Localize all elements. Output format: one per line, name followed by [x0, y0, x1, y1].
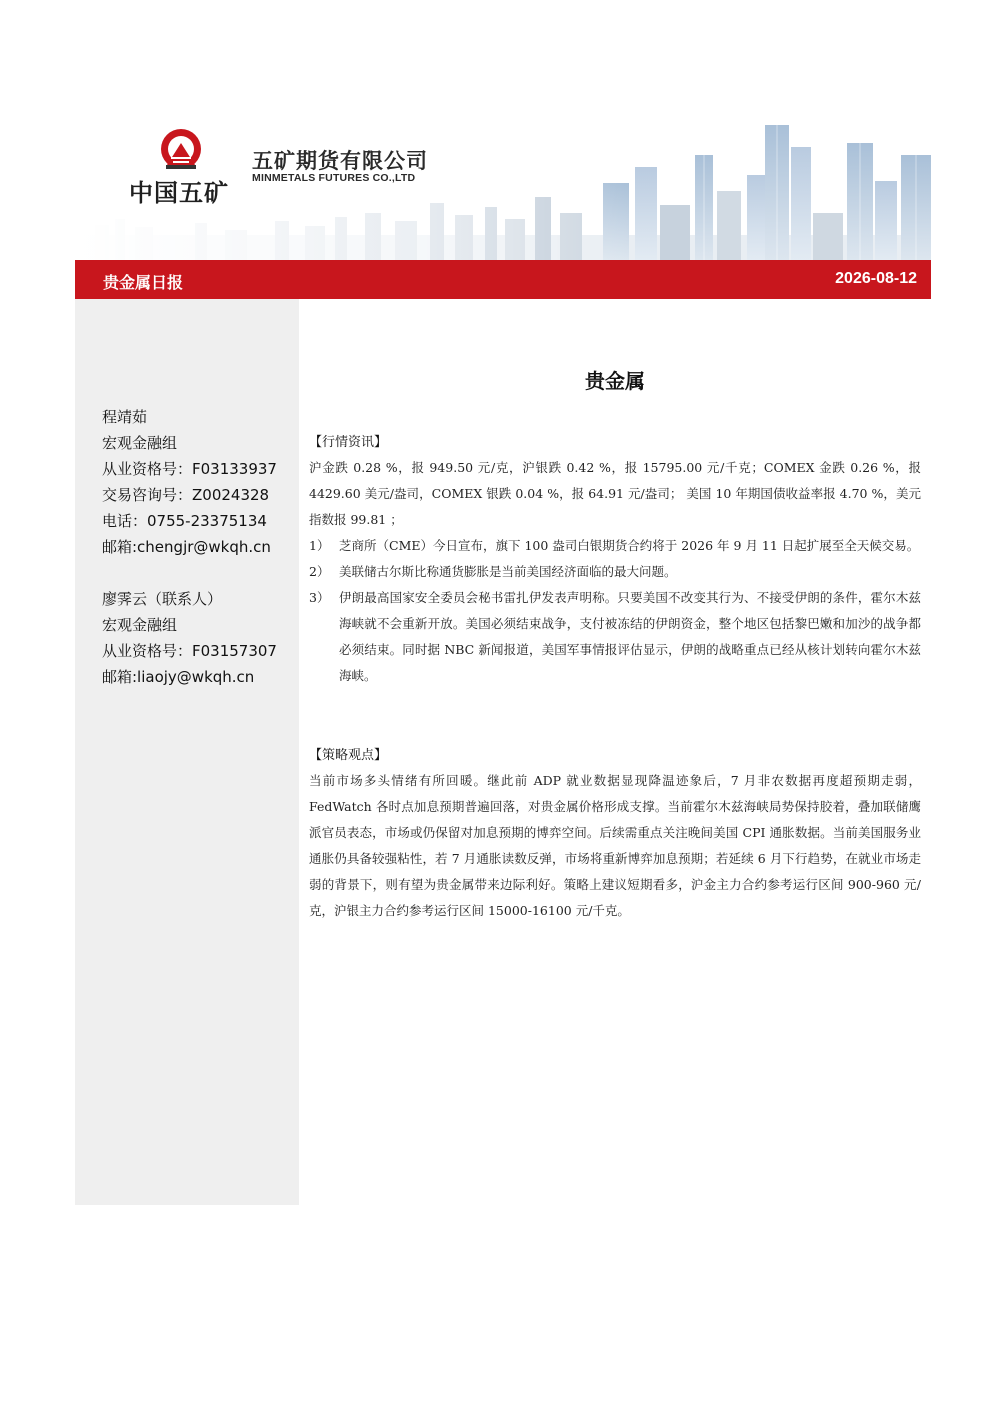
analyst-phone: 电话：0755-23375134 [102, 512, 267, 530]
analyst-email: 邮箱:chengjr@wkqh.cn [102, 538, 271, 556]
news-item-text: 美联储古尔斯比称通货膨胀是当前美国经济面临的最大问题。 [339, 564, 677, 579]
strategy-heading: 【策略观点】 [309, 748, 388, 763]
sidebar [75, 299, 299, 1205]
report-banner [75, 260, 931, 299]
news-item-number: 3） [309, 590, 330, 605]
report-date: 2026-08-12 [835, 270, 917, 287]
contact-person-license: 从业资格号：F03157307 [102, 642, 277, 660]
news-item-number: 2） [309, 564, 330, 579]
news-item [309, 533, 921, 559]
news-item [309, 585, 921, 689]
news-item [309, 559, 921, 585]
news-list [309, 533, 921, 689]
analyst-consult-license: 交易咨询号：Z0024328 [102, 486, 270, 504]
strategy-paragraph: 当前市场多头情绪有所回暖。继此前 ADP 就业数据显现降温迹象后，7 月非农数据再度超预期走弱，FedWatch 各时点加息预期普遍回落，对贵金属价格形成支撑。当前霍尔木兹海峡局势保持胶着，叠加联储鹰派官员表态，市场或仍保留对加息预期的博弈空间。后续需重点关注晚间美国 CPI 通胀数据。当前美国服务业通胀仍具备较强粘性，若 7 月通胀读数反弹，市场将重新博弈加息预期；若延续 6 月下行趋势，在就业市场走弱的背景下，则有望为贵金属带来边际利好。策略上建议短期看多，沪金主力合约参考运行区间 900-960 元/克，沪银主力合约参考运行区间 15000-16100 元/千克。 [309, 773, 921, 918]
header [75, 95, 931, 260]
contact-person-group: 宏观金融组 [102, 616, 178, 634]
market-news-paragraph: 沪金跌 0.28 %，报 949.50 元/克，沪银跌 0.42 %，报 15795.00 元/千克；COMEX 金跌 0.26 %，报 4429.60 美元/盎司，COMEX 银跌 0.04 %，报 64.91 元/盎司； 美国 10 年期国债收益率报 4.70 %，美元指数报 99.81 ； [309, 460, 921, 527]
section-title: 贵金属 [585, 369, 645, 393]
minmetals-emblem-icon [157, 127, 205, 171]
analyst-name: 程靖茹 [102, 408, 148, 426]
news-item-text: 伊朗最高国家安全委员会秘书雷扎伊发表声明称。只要美国不改变其行为、不接受伊朗的条件，霍尔木兹海峡就不会重新开放。美国必须结束战争，支付被冻结的伊朗资金，整个地区包括黎巴嫩和加沙的战争都必须结束。同时据 NBC 新闻报道，美国军事情报评估显示，伊朗的战略重点已经从核计划转向霍尔木兹海峡。 [339, 590, 921, 683]
market-news-heading: 【行情资讯】 [309, 435, 388, 450]
contact-person-email: 邮箱:liaojy@wkqh.cn [102, 668, 255, 686]
analyst-group: 宏观金融组 [102, 434, 178, 452]
analyst-license: 从业资格号：F03133937 [102, 460, 277, 478]
company-name-cn: 五矿期货有限公司 [252, 149, 428, 173]
news-item-text: 芝商所（CME）今日宣布，旗下 100 盎司白银期货合约将于 2026 年 9 月 11 日起扩展至全天候交易。 [339, 538, 920, 553]
analyst-contacts [102, 404, 277, 690]
company-name-en: MINMETALS FUTURES CO.,LTD [252, 172, 416, 184]
contact-spacer [102, 560, 277, 586]
contact-person-name: 廖霁云（联系人） [102, 590, 223, 608]
report-title: 贵金属日报 [103, 273, 184, 292]
logo-chinese-name: 中国五矿 [129, 179, 229, 207]
news-item-number: 1） [309, 538, 330, 553]
